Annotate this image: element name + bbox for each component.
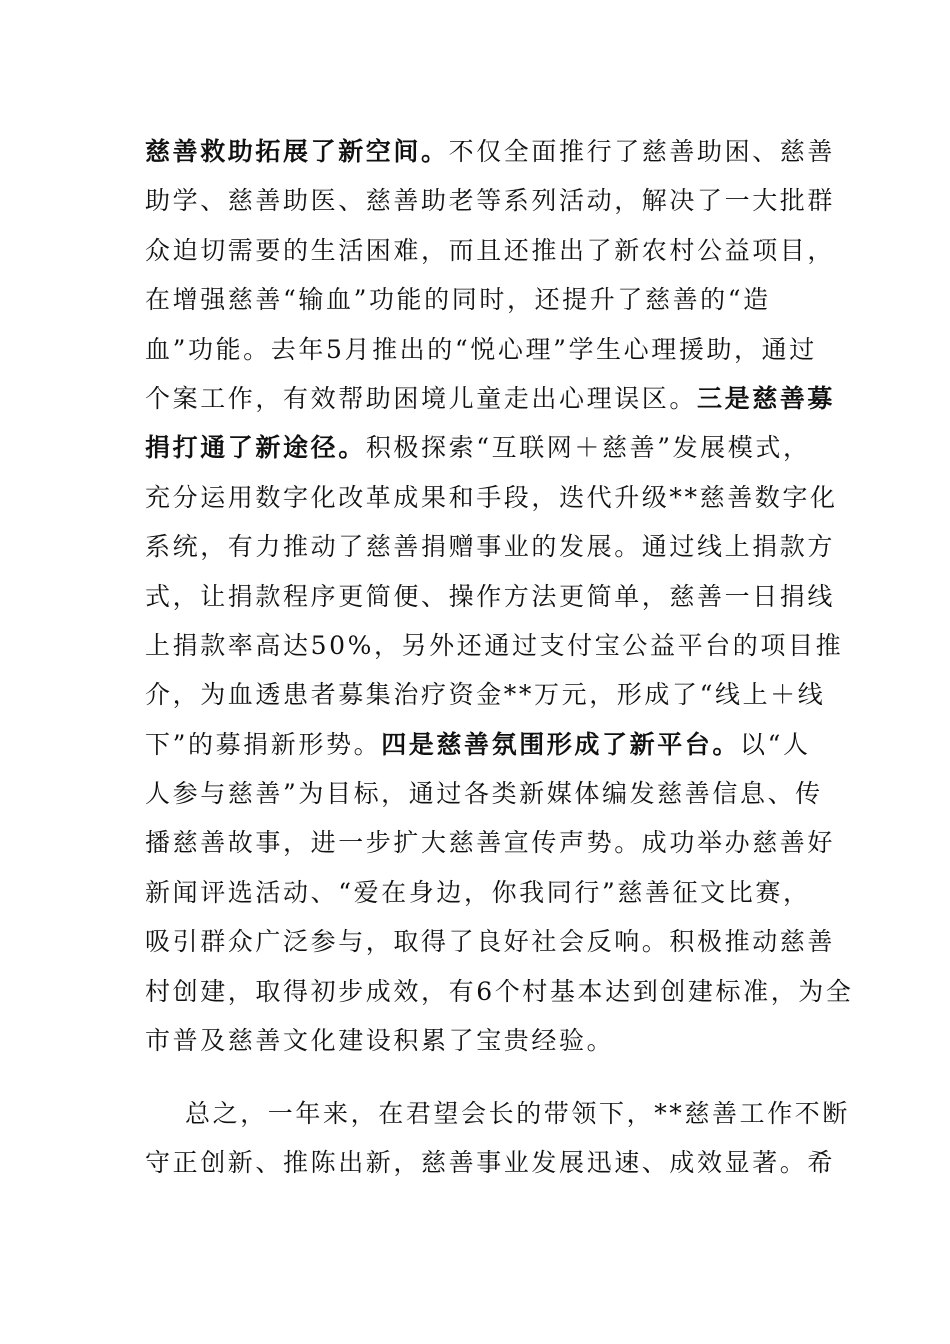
text-run: 介，为血透患者募集治疗资金**万元，形成了“线上＋线 — [145, 680, 826, 710]
text-line — [145, 818, 836, 867]
text-line — [145, 473, 838, 522]
text-line — [145, 325, 817, 374]
text-run: 充分运用数字化改革成果和手段，迭代升级**慈善数字化 — [145, 482, 838, 512]
bold-heading-fundraising-end: 捐打通了新途径。 — [145, 433, 366, 463]
text-line — [145, 1016, 807, 1065]
text-line — [145, 226, 836, 275]
text-run: 村创建，取得初步成效，有6个村基本达到创建标准，为全 — [145, 976, 854, 1006]
text-run: 在增强慈善“输血”功能的同时，还提升了慈善的“造 — [145, 285, 771, 315]
text-run: 新闻评选活动、“爱在身边，你我同行”慈善征文比赛， — [145, 877, 811, 907]
text-run: 播慈善故事，进一步扩大慈善宣传声势。成功举办慈善好 — [145, 828, 836, 858]
text-run: 下”的募捐新形势。 — [145, 729, 382, 759]
bold-heading-charity-relief: 慈善救助拓展了新空间。 — [145, 137, 449, 166]
text-line — [145, 127, 836, 176]
text-line — [145, 176, 836, 225]
text-run: 上捐款率高达50%，另外还通过支付宝公益平台的项目推 — [145, 630, 844, 660]
paragraph-charity-achievements — [145, 127, 854, 1065]
paragraph-summary — [145, 1089, 851, 1188]
text-line — [145, 967, 854, 1016]
text-line: 守正创新、推陈出新，慈善事业发展迅速、成效显著。希 — [145, 1148, 836, 1178]
text-run: 人参与慈善”为目标，通过各类新媒体编发慈善信息、传 — [145, 779, 823, 809]
text-run: 式，让捐款程序更简便、操作方法更简单，慈善一日捐线 — [145, 581, 836, 611]
text-run: 个案工作，有效帮助困境儿童走出心理误区。 — [145, 383, 698, 413]
text-run: 积极探索“互联网＋慈善”发展模式， — [365, 433, 811, 463]
text-run: 不仅全面推行了慈善助困、慈善 — [448, 137, 836, 166]
text-line — [145, 720, 811, 769]
text-line — [145, 522, 836, 571]
bold-heading-charity-atmosphere: 四是慈善氛围形成了新平台。 — [381, 729, 740, 759]
text-line — [145, 917, 836, 966]
text-run: 系统，有力推动了慈善捐赠事业的发展。通过线上捐款方 — [145, 532, 836, 562]
text-line — [145, 423, 811, 472]
text-line: 总之，一年来，在君望会长的带领下，**慈善工作不断 — [185, 1099, 851, 1128]
bold-heading-fundraising-start: 三是慈善募 — [697, 383, 836, 413]
text-run: 助学、慈善助医、慈善助老等系列活动，解决了一大批群 — [145, 186, 836, 216]
text-line — [145, 868, 811, 917]
text-line — [145, 621, 844, 670]
text-run: 众迫切需要的生活困难，而且还推出了新农村公益项目， — [145, 235, 836, 265]
text-line — [145, 572, 836, 621]
text-run: 市普及慈善文化建设积累了宝贵经验。 — [145, 1026, 615, 1056]
text-line — [145, 670, 826, 719]
text-line — [145, 275, 807, 324]
text-line — [145, 769, 823, 818]
text-run: 以“人 — [740, 729, 811, 759]
text-line — [145, 374, 836, 423]
text-run: 血”功能。去年5月推出的“悦心理”学生心理援助，通过 — [145, 334, 817, 364]
text-run: 吸引群众广泛参与，取得了良好社会反响。积极推动慈善 — [145, 927, 836, 957]
